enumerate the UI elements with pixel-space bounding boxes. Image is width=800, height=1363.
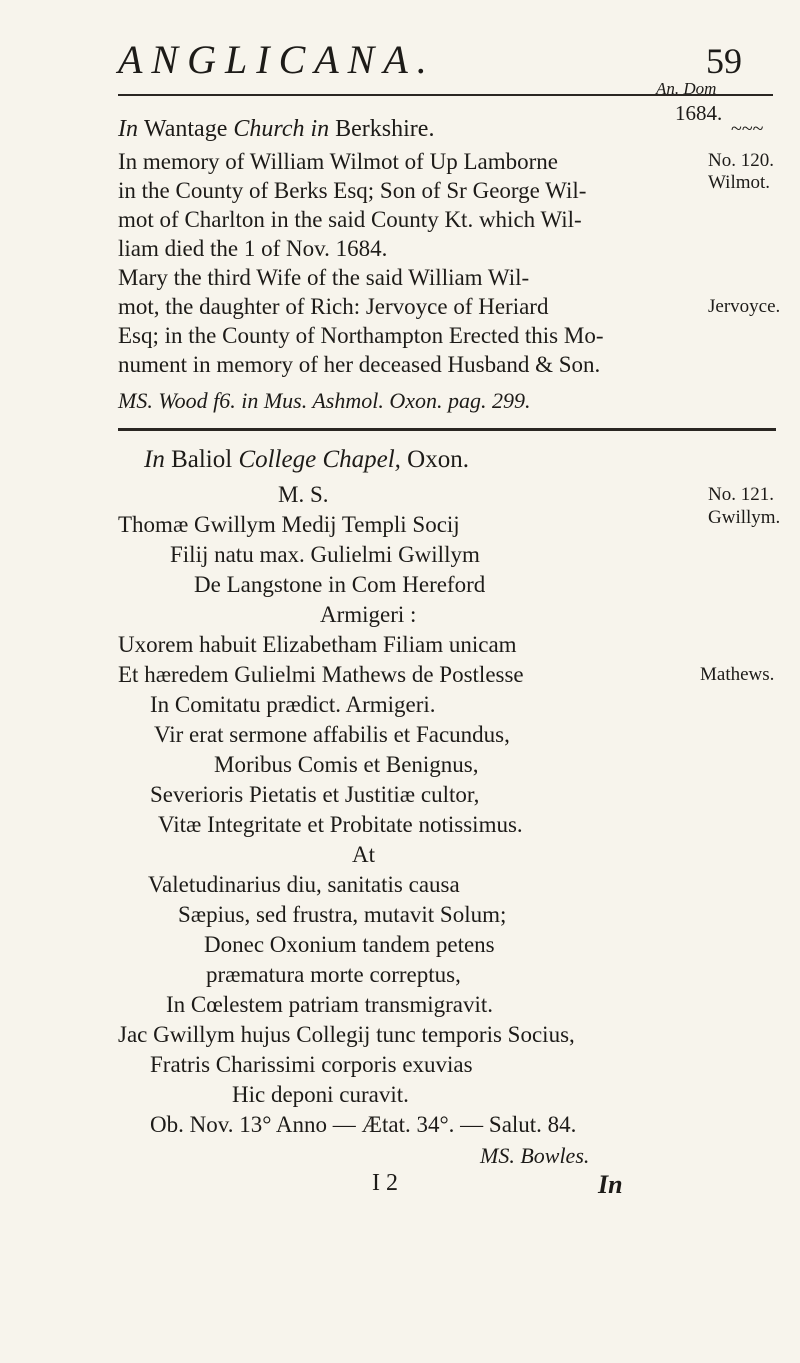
section1-line: Esq; in the County of Northampton Erected this Mo- bbox=[118, 323, 604, 348]
section2-heading: In Baliol College Chapel, Oxon. bbox=[144, 446, 469, 473]
page-number: 59 bbox=[706, 41, 742, 81]
section2-line: Jac Gwillym hujus Collegij tunc temporis Socius, bbox=[118, 1022, 575, 1047]
section2-line: Moribus Comis et Benignus, bbox=[214, 752, 479, 777]
section1-line: nument in memory of her deceased Husband & Son. bbox=[118, 352, 601, 377]
margin-note-mathews: Mathews. bbox=[700, 664, 775, 685]
section2-line: Severioris Pietatis et Justitiæ cultor, bbox=[150, 782, 480, 807]
section2-line: Filij natu max. Gulielmi Gwillym bbox=[170, 542, 480, 567]
section1-line: in the County of Berks Esq; Son of Sr George Wil- bbox=[118, 178, 587, 203]
catchword: In bbox=[598, 1170, 623, 1199]
margin-number-121: No. 121. bbox=[708, 484, 774, 505]
section1-line: mot, the daughter of Rich: Jervoyce of Heriard bbox=[118, 294, 549, 319]
section2-line: Uxorem habuit Elizabetham Filiam unicam bbox=[118, 632, 517, 657]
section2-line: Donec Oxonium tandem petens bbox=[204, 932, 495, 957]
section1-line: mot of Charlton in the said County Kt. which Wil- bbox=[118, 207, 582, 232]
margin-note-wilmot: Wilmot. bbox=[708, 172, 771, 193]
section1-line: liam died the 1 of Nov. 1684. bbox=[118, 236, 388, 261]
section2-line: De Langstone in Com Hereford bbox=[194, 572, 486, 597]
year-label: 1684. bbox=[675, 101, 723, 125]
section-divider bbox=[118, 428, 776, 431]
section2-line: Sæpius, sed frustra, mutavit Solum; bbox=[178, 902, 507, 927]
section2-source: MS. Bowles. bbox=[480, 1143, 590, 1168]
section2-line: Thomæ Gwillym Medij Templi Socij bbox=[118, 512, 460, 537]
section1-source: MS. Wood f6. in Mus. Ashmol. Oxon. pag. 299. bbox=[118, 388, 531, 413]
section1-heading: In Wantage Church in Berkshire. bbox=[118, 116, 435, 142]
running-title: ANGLICANA. bbox=[118, 37, 436, 82]
section2-line: In Comitatu prædict. Armigeri. bbox=[150, 692, 436, 717]
section2-line: Valetudinarius diu, sanitatis causa bbox=[148, 872, 460, 897]
section2-line: Vitæ Integritate et Probitate notissimus. bbox=[158, 812, 523, 837]
section2-line: Ob. Nov. 13° Anno — Ætat. 34°. — Salut. 84. bbox=[150, 1112, 577, 1137]
section2-line: Armigeri : bbox=[320, 602, 417, 627]
section2-line: Vir erat sermone affabilis et Facundus, bbox=[154, 722, 510, 747]
section2-line: In Cœlestem patriam transmigravit. bbox=[166, 992, 494, 1017]
an-dom-label: An. Dom bbox=[656, 79, 717, 98]
section1-line: Mary the third Wife of the said William Wil- bbox=[118, 265, 530, 290]
margin-note-jervoyce: Jervoyce. bbox=[708, 296, 781, 317]
section2-line: Et hæredem Gulielmi Mathews de Postlesse bbox=[118, 662, 524, 687]
signature-mark: I 2 bbox=[372, 1170, 398, 1196]
ornament-flourish: ~~~ bbox=[731, 118, 764, 140]
margin-note-gwillym: Gwillym. bbox=[708, 507, 781, 528]
section1-line: In memory of William Wilmot of Up Lamborne bbox=[118, 149, 558, 174]
section2-line: M. S. bbox=[278, 482, 329, 507]
section2-line: At bbox=[352, 842, 375, 867]
section2-line: Fratris Charissimi corporis exuvias bbox=[150, 1052, 473, 1077]
section2-line: Hic deponi curavit. bbox=[232, 1082, 409, 1107]
margin-number-120: No. 120. bbox=[708, 150, 774, 171]
section2-line: præmatura morte correptus, bbox=[206, 962, 461, 987]
